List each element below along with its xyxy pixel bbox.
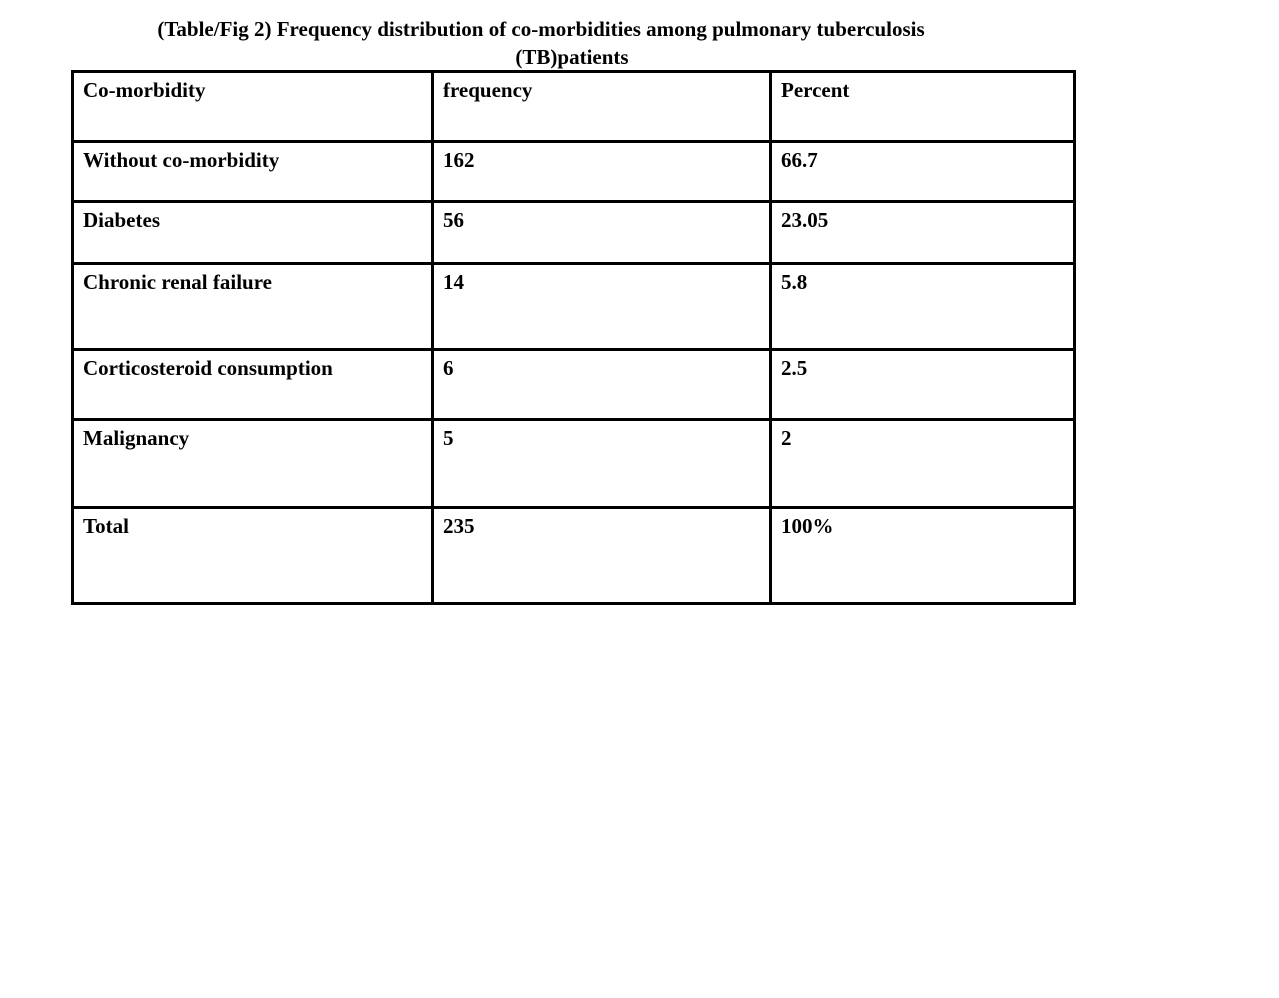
table-header-row: [73, 72, 1075, 142]
cell-comorbidity: Diabetes: [73, 202, 433, 264]
table-total-row: [73, 508, 1075, 604]
caption-line-2: (TB)patients: [515, 45, 629, 69]
cell-comorbidity: Malignancy: [73, 420, 433, 508]
cell-comorbidity: Chronic renal failure: [73, 264, 433, 350]
header-cell-frequency: frequency: [433, 72, 771, 142]
cell-percent: 2.5: [771, 350, 1075, 420]
table-row: [73, 264, 1075, 350]
cell-percent: 66.7: [771, 142, 1075, 202]
table-row: [73, 142, 1075, 202]
table-row: [73, 350, 1075, 420]
caption-line-1: (Table/Fig 2) Frequency distribution of co-morbidities among pulmonary tuberculosis: [157, 17, 925, 41]
table-row: [73, 420, 1075, 508]
header-cell-comorbidity: Co-morbidity: [73, 72, 433, 142]
cell-total-percent: 100%: [771, 508, 1075, 604]
cell-total-frequency: 235: [433, 508, 771, 604]
cell-frequency: 162: [433, 142, 771, 202]
cell-percent: 23.05: [771, 202, 1075, 264]
cell-percent: 5.8: [771, 264, 1075, 350]
cell-frequency: 56: [433, 202, 771, 264]
cell-comorbidity: Corticosteroid consumption: [73, 350, 433, 420]
table-caption: [72, 15, 1072, 71]
header-cell-percent: Percent: [771, 72, 1075, 142]
table-row: [73, 202, 1075, 264]
cell-comorbidity: Without co-morbidity: [73, 142, 433, 202]
cell-frequency: 6: [433, 350, 771, 420]
comorbidity-table: [71, 70, 1076, 605]
cell-frequency: 5: [433, 420, 771, 508]
cell-percent: 2: [771, 420, 1075, 508]
cell-frequency: 14: [433, 264, 771, 350]
cell-total-label: Total: [73, 508, 433, 604]
